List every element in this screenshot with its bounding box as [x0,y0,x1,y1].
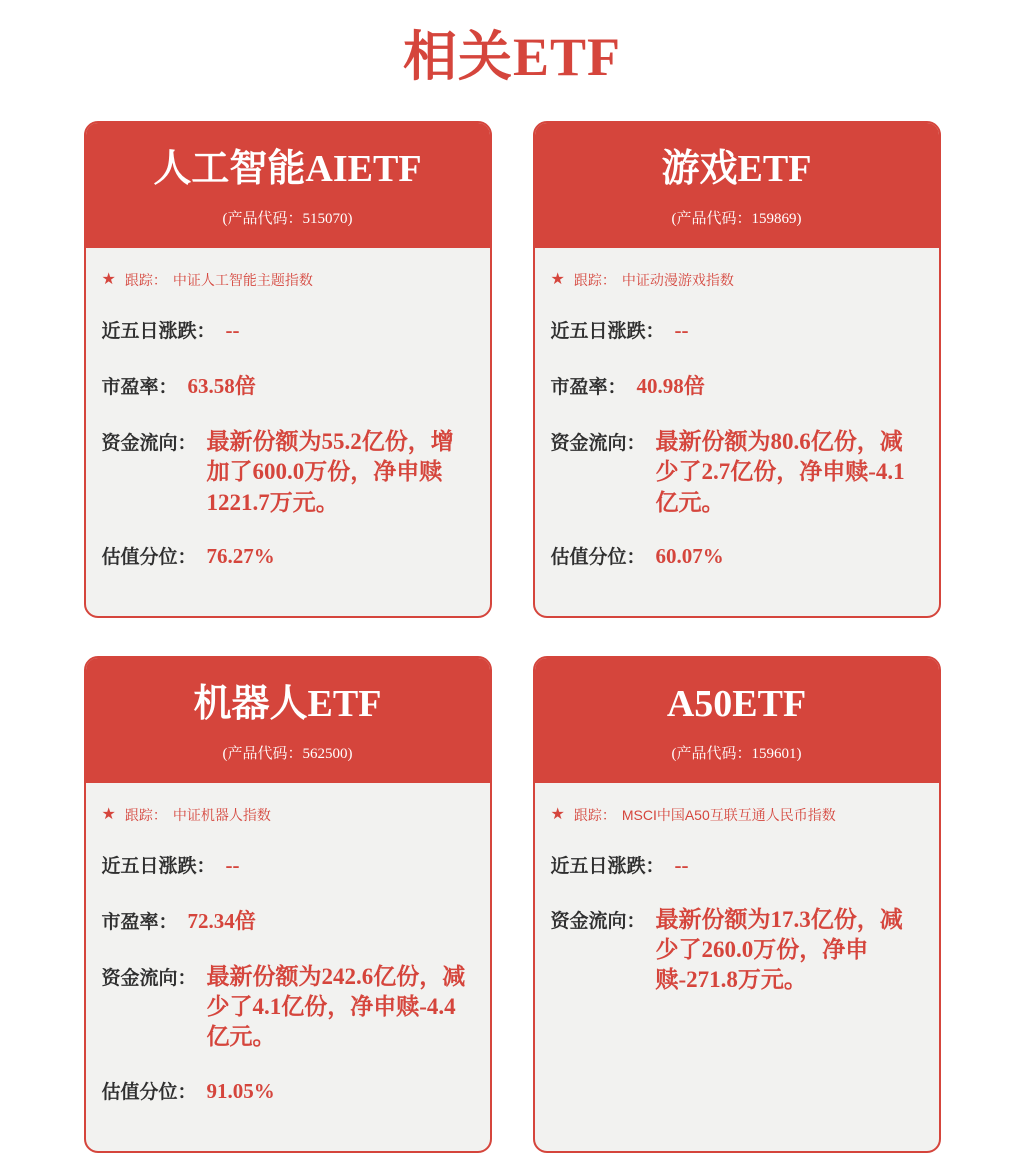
track-label: 跟踪： [573,806,616,823]
card-header [535,123,939,248]
etf-product-code: (产品代码：159601) [671,745,802,762]
card-body [86,248,490,616]
card-header [86,123,490,248]
fund-flow-row [551,905,921,996]
fund-flow-label: 资金流向： [550,910,646,932]
etf-cards-grid [0,121,1024,1153]
change-5d-value: -- [225,852,240,877]
track-index: MSCI中国A50互联互通人民币指数 [621,806,836,823]
track-index: 中证机器人指数 [172,806,271,823]
track-index: 中证人工智能主题指数 [172,271,313,288]
change-5d-value: -- [674,852,689,877]
fund-flow-row [102,427,472,518]
pe-label: 市盈率： [550,376,627,398]
valuation-row [551,542,921,569]
valuation-row [102,542,472,569]
card-header [86,658,490,783]
fund-flow-value: 最新份额为17.3亿份，减少了260.0万份，净申赎-271.8万元。 [655,906,903,993]
etf-name: A50ETF [666,682,807,725]
valuation-value: 76.27% [206,543,275,568]
card-body [86,783,490,1151]
valuation-label: 估值分位： [101,1081,197,1103]
etf-product-code: (产品代码：515070) [222,210,353,227]
track-label: 跟踪： [124,271,167,288]
fund-flow-label: 资金流向： [101,432,197,454]
change-5d-row [102,316,472,343]
change-5d-label: 近五日涨跌： [101,855,216,877]
etf-name: 人工智能AIETF [153,148,422,190]
track-row [551,270,921,290]
change-5d-label: 近五日涨跌： [101,320,216,342]
card-body [535,248,939,616]
change-5d-row [102,851,472,878]
pe-label: 市盈率： [101,376,178,398]
track-label: 跟踪： [124,806,167,823]
valuation-value: 91.05% [206,1078,275,1103]
track-row [102,805,472,825]
valuation-label: 估值分位： [101,546,197,568]
fund-flow-row [551,427,921,518]
fund-flow-value: 最新份额为80.6亿份，减少了2.7亿份，净申赎-4.1亿元。 [655,428,905,515]
change-5d-row [551,316,921,343]
fund-flow-label: 资金流向： [101,967,197,989]
star-icon: ★ [550,270,565,288]
card-header [535,658,939,783]
change-5d-label: 近五日涨跌： [550,320,665,342]
etf-product-code: (产品代码：562500) [222,745,353,762]
etf-card-robot [84,656,492,1153]
change-5d-row [551,851,921,878]
change-5d-label: 近五日涨跌： [550,855,665,877]
etf-card-game [533,121,941,618]
card-body [535,783,939,1151]
pe-value: 72.34倍 [187,908,256,933]
star-icon: ★ [101,270,116,288]
fund-flow-row [102,962,472,1053]
fund-flow-value: 最新份额为55.2亿份，增加了600.0万份，净申赎1221.7万元。 [206,428,454,515]
track-row [102,270,472,290]
change-5d-value: -- [674,317,689,342]
fund-flow-value: 最新份额为242.6亿份，减少了4.1亿份，净申赎-4.4亿元。 [206,963,466,1050]
track-row [551,805,921,825]
pe-value: 63.58倍 [187,373,256,398]
etf-card-aietf [84,121,492,618]
page-title: 相关ETF [402,27,622,87]
etf-name: 游戏ETF [661,148,812,190]
valuation-value: 60.07% [655,543,724,568]
pe-value: 40.98倍 [636,373,705,398]
pe-row [102,905,472,935]
track-label: 跟踪： [573,271,616,288]
pe-row [551,370,921,400]
etf-name: 机器人ETF [193,682,382,725]
etf-product-code: (产品代码：159869) [671,210,802,227]
valuation-row [102,1077,472,1104]
track-index: 中证动漫游戏指数 [621,271,734,288]
pe-row [102,370,472,400]
etf-card-a50 [533,656,941,1153]
star-icon: ★ [101,805,116,823]
fund-flow-label: 资金流向： [550,432,646,454]
change-5d-value: -- [225,317,240,342]
valuation-label: 估值分位： [550,546,646,568]
pe-label: 市盈率： [101,911,178,933]
star-icon: ★ [550,805,565,823]
